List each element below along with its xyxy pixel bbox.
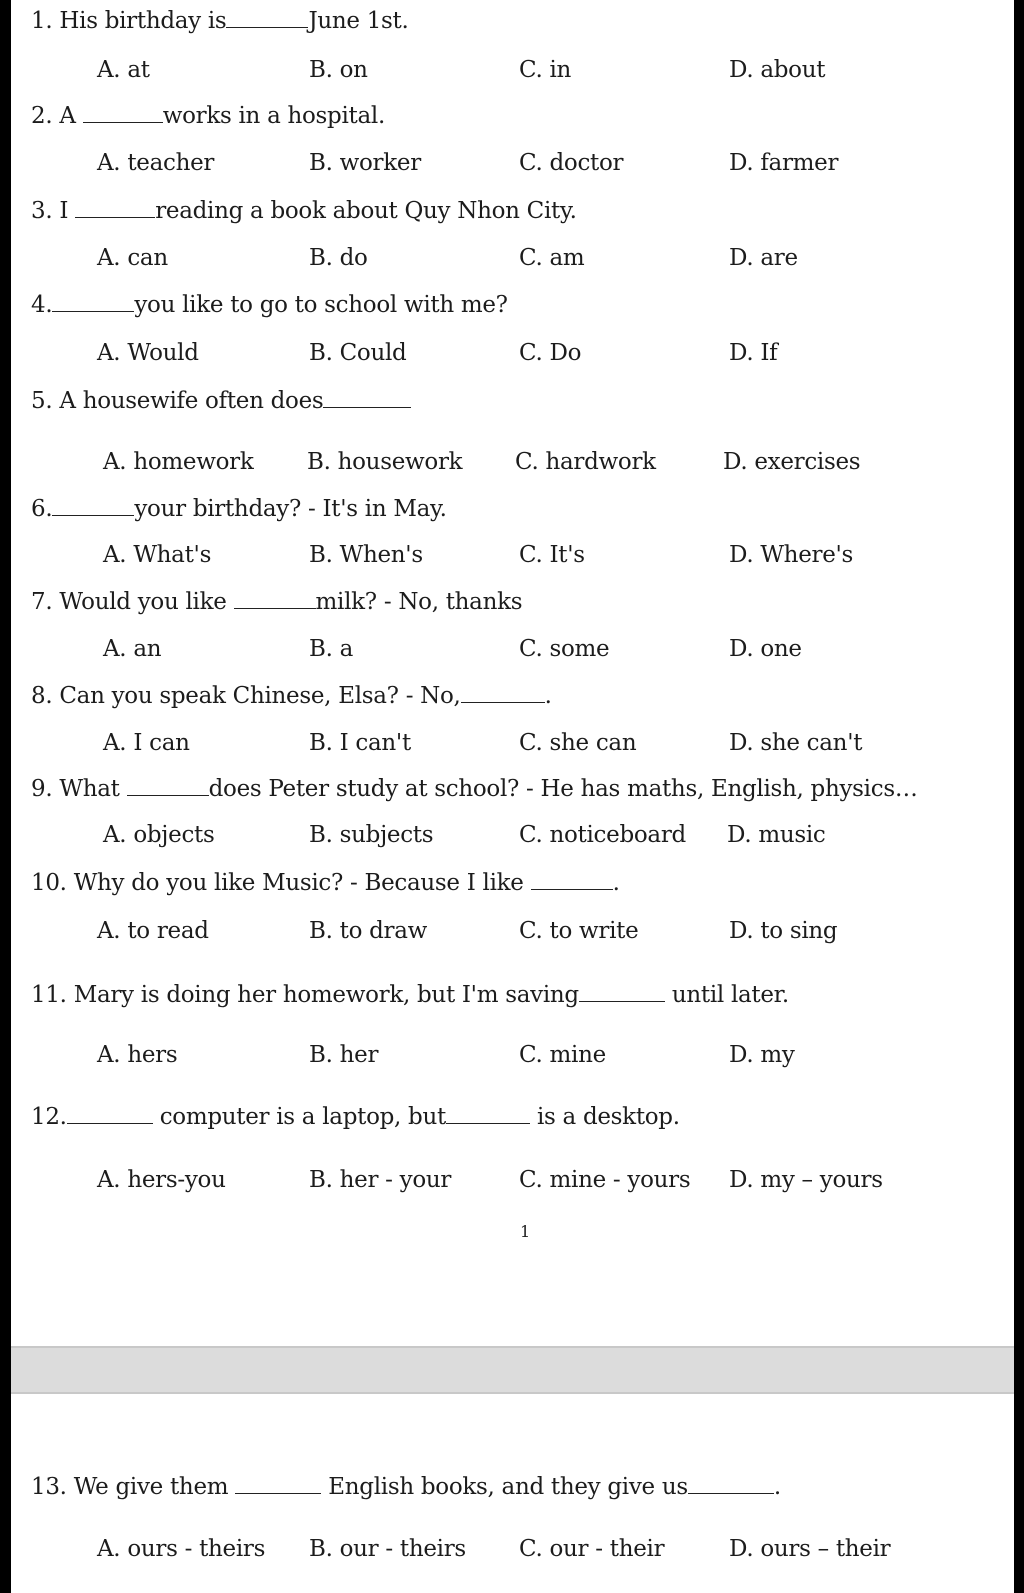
page-2 [11,1394,1014,1593]
option-b: B. our - theirs [309,1536,466,1562]
options-2 [11,148,1014,178]
question-12: 12. computer is a laptop, but is a desktop. [31,1104,680,1130]
page-separator [11,1346,1014,1394]
options-5 [11,447,1014,477]
options-1 [11,55,1014,85]
options-9 [11,820,1014,850]
option-b: B. subjects [309,822,434,848]
answer-blank [446,1102,530,1124]
option-c: C. mine - yours [519,1167,691,1193]
option-c: C. doctor [519,150,624,176]
option-a: A. homework [103,449,254,475]
options-3 [11,243,1014,273]
option-a: A. objects [103,822,215,848]
answer-blank [461,681,545,703]
option-c: C. to write [519,918,639,944]
option-a: A. What's [103,542,212,568]
answer-blank [226,6,308,28]
option-b: B. housework [307,449,463,475]
option-d: D. about [729,57,826,83]
options-6 [11,540,1014,570]
answer-blank [323,386,411,408]
answer-blank [579,980,665,1002]
option-d: D. my – yours [729,1167,883,1193]
option-b: B. Could [309,340,407,366]
option-b: B. worker [309,150,421,176]
question-4: 4. you like to go to school with me? [31,292,508,318]
option-c: C. noticeboard [519,822,686,848]
option-a: A. ours - theirs [97,1536,266,1562]
option-c: C. our - their [519,1536,665,1562]
option-b: B. a [309,636,354,662]
question-9: 9. What does Peter study at school? - He has maths, English, physics… [31,776,918,802]
options-11 [11,1040,1014,1070]
question-6: 6. your birthday? - It's in May. [31,496,447,522]
answer-blank [83,101,163,123]
question-11: 11. Mary is doing her homework, but I'm saving until later. [31,982,789,1008]
question-7: 7. Would you like milk? - No, thanks [31,589,523,615]
option-c: C. am [519,245,585,271]
answer-blank [234,587,316,609]
page-number: 1 [520,1222,531,1241]
option-b: B. to draw [309,918,428,944]
options-8 [11,728,1014,758]
option-a: A. can [97,245,168,271]
option-a: A. to read [97,918,209,944]
options-10 [11,916,1014,946]
option-d: D. exercises [723,449,861,475]
answer-blank [235,1472,321,1494]
option-c: C. hardwork [515,449,656,475]
question-8: 8. Can you speak Chinese, Elsa? - No, . [31,683,552,709]
options-7 [11,634,1014,664]
option-a: A. Would [97,340,199,366]
option-c: C. some [519,636,610,662]
option-a: A. teacher [97,150,215,176]
answer-blank [127,774,209,796]
option-b: B. do [309,245,368,271]
option-b: B. on [309,57,368,83]
answer-blank [531,868,613,890]
option-b: B. her - your [309,1167,452,1193]
option-c: C. It's [519,542,585,568]
question-10: 10. Why do you like Music? - Because I like . [31,870,620,896]
option-c: C. she can [519,730,637,756]
answer-blank [67,1102,153,1124]
option-b: B. When's [309,542,423,568]
option-d: D. If [729,340,778,366]
option-c: C. in [519,57,572,83]
options-12 [11,1165,1014,1195]
option-a: A. hers [97,1042,178,1068]
options-13 [11,1534,1014,1564]
option-c: C. Do [519,340,582,366]
option-d: D. she can't [729,730,863,756]
page-1 [11,0,1014,1346]
question-13: 13. We give them English books, and they give us . [31,1474,781,1500]
option-d: D. are [729,245,798,271]
option-d: D. my [729,1042,795,1068]
question-3: 3. I reading a book about Quy Nhon City. [31,198,577,224]
question-2: 2. A works in a hospital. [31,103,385,129]
option-d: D. ours – their [729,1536,891,1562]
answer-blank [52,290,134,312]
option-b: B. her [309,1042,379,1068]
option-d: D. to sing [729,918,838,944]
question-1: 1. His birthday is June 1st. [31,8,409,34]
option-d: D. Where's [729,542,854,568]
option-b: B. I can't [309,730,411,756]
answer-blank [52,494,134,516]
options-4 [11,338,1014,368]
option-a: A. I can [103,730,190,756]
option-a: A. at [97,57,150,83]
option-c: C. mine [519,1042,606,1068]
answer-blank [688,1472,774,1494]
option-a: A. hers-you [97,1167,226,1193]
option-d: D. one [729,636,802,662]
answer-blank [75,196,155,218]
document-viewer [11,0,1014,1593]
option-d: D. music [727,822,826,848]
option-d: D. farmer [729,150,839,176]
option-a: A. an [103,636,162,662]
question-5: 5. A housewife often does [31,386,411,416]
